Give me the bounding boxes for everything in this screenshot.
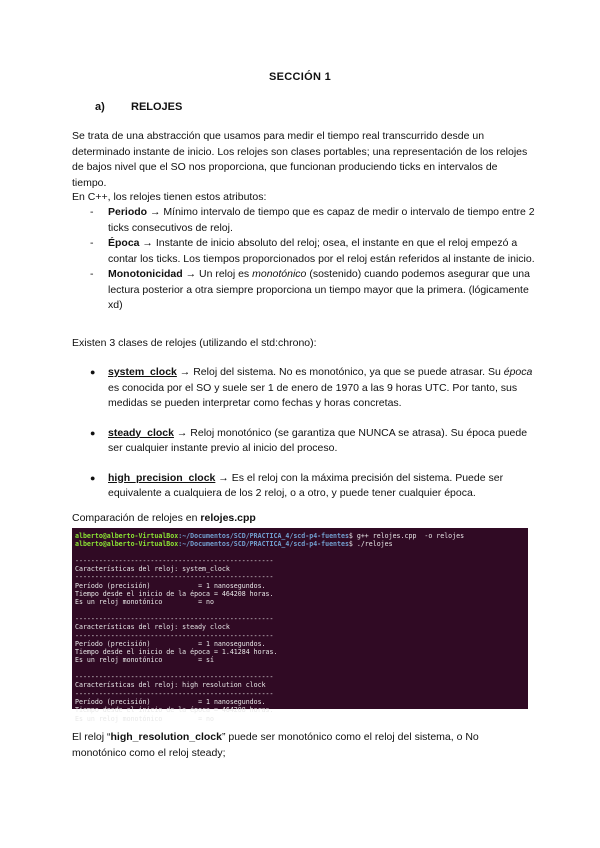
attribute-term: Monotonicidad [108,268,183,280]
clock-text: → Reloj monotónico (se garantiza que NUNCA se atrasa). Su época puede ser cualquier instante previo al inicio del proceso. [108,426,528,454]
clock-term: high_precision_clock [108,471,216,484]
caption-text: Comparación de relojes en [72,512,201,524]
terminal-line: Tiempo desde el inicio de la época = 464208 horas. [75,706,274,715]
terminal-line: Es un reloj monotónico = no [75,714,214,723]
clock-text: → Reloj del sistema. No es monotónico, ya que se puede atrasar. Su [176,366,504,378]
intro-paragraph: Se trata de una abstracción que usamos para medir el tiempo real transcurrido desde un determinado instante de inicio. Los relojes son clases portables; una representación de los relojes de bajos nivel que el SO nos proporciona, que funcionan produciendo ticks en intervalos de tiempo. [72,130,528,189]
terminal-separator: -------------------------------------------------- [75,673,274,682]
list-item [90,236,536,267]
attributes-intro: En C++, los relojes tienen estos atributos: [72,191,267,203]
terminal-separator: -------------------------------------------------- [75,631,274,640]
bullet-icon: ● [90,427,96,438]
terminal-line: Es un reloj monotónico = no [75,598,214,607]
section-title: SECCIÓN 1 [269,71,331,83]
terminal-block-header: Características del reloj: high resolution clock [75,681,266,690]
terminal-screenshot [72,528,528,723]
attribute-text: → Mínimo intervalo de tiempo que es capaz de medir o intervalo de tiempo entre 2 ticks consecutivos de reloj. [108,206,535,234]
clock-term: system_clock [108,366,177,378]
terminal-line: Período (precisión) = 1 nanosegundos. [75,639,266,648]
terminal-prompt: alberto@alberto-VirtualBox:~/Documentos/SCD/PRACTICA_4/scd-p4-fuentes$ ./relojes [75,540,393,549]
clock-text: → Es el reloj con la máxima precisión del sistema. Puede ser equivalente a cualquiera de los 2 reloj, o a otro, y puede tener cualquier época. [108,471,504,499]
clock-italic: época [503,366,533,378]
caption-filename: relojes.cpp [200,512,256,524]
list-item [90,471,536,502]
bullet-icon: ● [90,472,96,483]
comparison-caption [72,511,534,527]
subsection-heading [95,101,182,113]
attribute-term: Periodo [108,206,148,218]
terminal-prompt: alberto@alberto-VirtualBox:~/Documentos/SCD/PRACTICA_4/scd-p4-fuentes$ g++ relojes.cpp -o relojes [75,532,465,540]
dash-marker: - [90,237,94,249]
terminal-separator: -------------------------------------------------- [75,614,274,623]
list-item [90,365,536,412]
list-item [90,267,536,314]
terminal-block-header: Características del reloj: system_clock [75,565,230,574]
list-item [90,426,536,457]
attribute-text: → Un reloj es [182,268,253,280]
terminal-block-header: Características del reloj: steady clock [75,623,230,632]
closing-paragraph [72,730,534,761]
terminal-line: Es un reloj monotónico = sí [75,656,214,665]
closing-text: ” puede ser monotónico como el reloj del sistema, o No monotónico como el reloj steady; [72,731,479,759]
attribute-text: → Instante de inicio absoluto del reloj; osea, el instante en que el reloj empezó a contar los ticks. Los tiempos proporcionados por el reloj están referidos al instante de inicio. [108,237,535,265]
terminal-line: Tiempo desde el inicio de la época = 464208 horas. [75,590,274,599]
terminal-line: Tiempo desde el inicio de la época = 1.41284 horas. [75,648,278,657]
attributes-list [90,205,536,314]
closing-text: El reloj “ [72,731,111,743]
clocks-list [90,365,536,516]
bullet-icon: ● [90,367,96,377]
list-item [90,205,536,236]
terminal-separator: -------------------------------------------------- [75,573,274,582]
dash-marker: - [90,268,94,280]
subsection-title: RELOJES [131,101,183,113]
terminal-separator: -------------------------------------------------- [75,689,274,698]
dash-marker: - [90,206,94,218]
clocks-intro: Existen 3 clases de relojes (utilizando el std:chrono): [72,337,317,349]
terminal-separator: -------------------------------------------------- [75,556,274,565]
attribute-term: Época [108,237,140,249]
attribute-text: (sostenido) cuando podemos asegurar que una lectura posterior a otra siempre proporciona un tiempo mayor que la primera. (lógicamente xd) [108,268,530,311]
clock-text: es conocida por el SO y suele ser 1 de enero de 1970 a las 9 horas UTC. Por tanto, sus medidas se pueden interpretar como fechas y horas concretas. [108,381,518,409]
clock-term: steady_clock [108,426,174,439]
subsection-number: a) [95,101,105,113]
attribute-italic: monotónico [252,268,307,280]
terminal-line: Período (precisión) = 1 nanosegundos. [75,581,266,590]
terminal-line: Período (precisión) = 1 nanosegundos. [75,697,266,706]
closing-term: high_resolution_clock [110,731,222,743]
